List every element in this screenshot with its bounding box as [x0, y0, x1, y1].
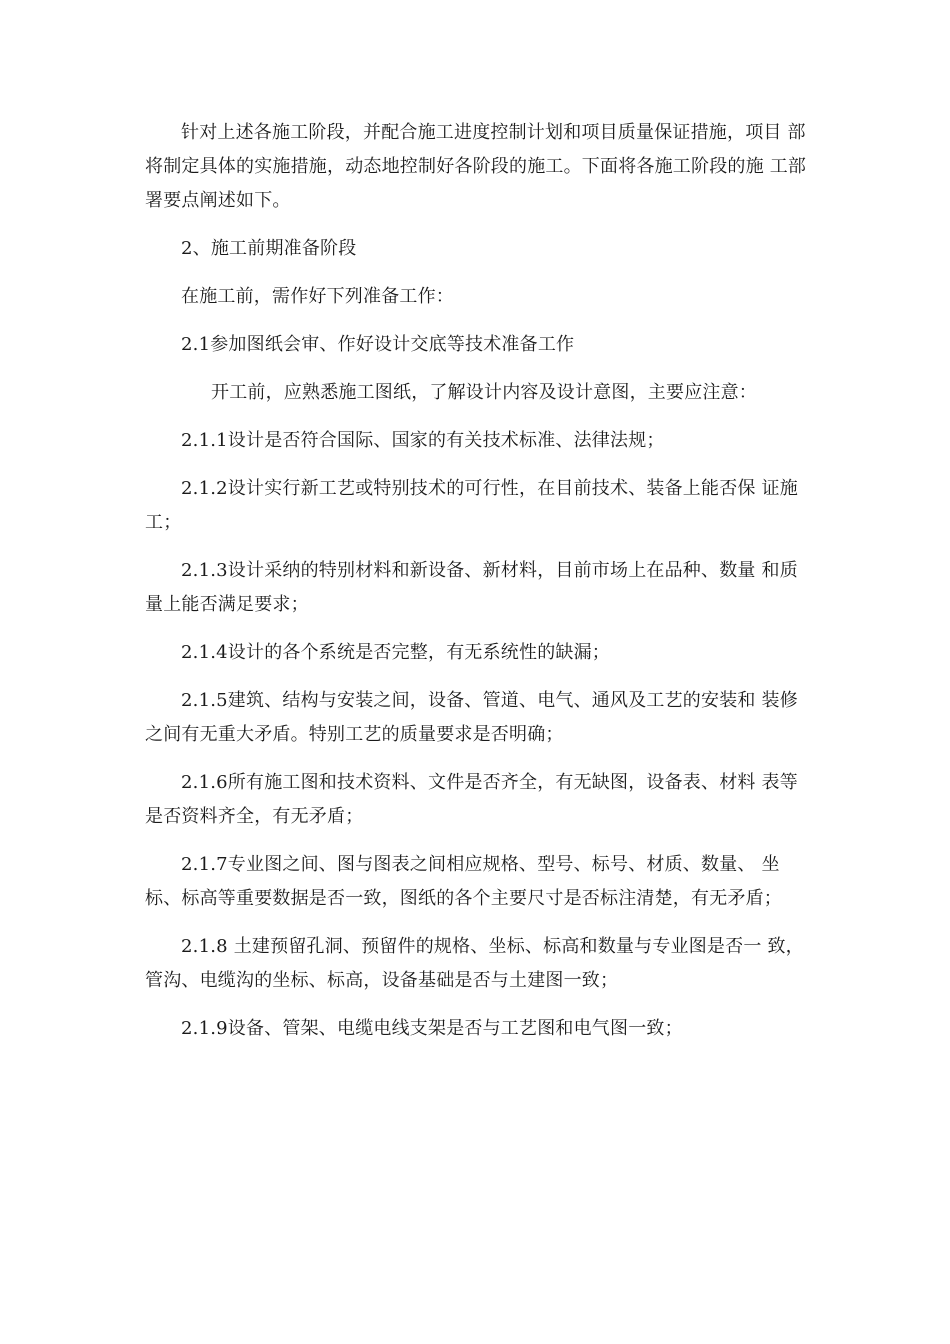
- item-2-1-6: [145, 766, 813, 834]
- item-2-1-2: [145, 472, 813, 540]
- paragraph-line: 2.1.9设备、管架、电缆电线支架是否与工艺图和电气图一致；: [181, 1018, 683, 1039]
- paragraph-line: 2.1.1设计是否符合国际、国家的有关技术标准、法律法规；: [181, 430, 665, 451]
- paragraph-line: 管沟、电缆沟的坐标、标高，设备基础是否与土建图一致；: [145, 970, 619, 991]
- paragraph-line: 2.1.4设计的各个系统是否完整，有无系统性的缺漏；: [181, 642, 610, 663]
- item-2-1-9: [145, 1012, 813, 1046]
- paragraph-line: 2.1.6所有施工图和技术资料、文件是否齐全，有无缺图，设备表、材料 表等: [181, 772, 798, 793]
- item-2-1-5: [145, 684, 813, 752]
- paragraph-line: 工；: [145, 512, 182, 533]
- paragraph-line: 是否资料齐全，有无矛盾；: [145, 806, 364, 827]
- item-2-1-1: [145, 424, 813, 458]
- heading-text: 2.1参加图纸会审、作好设计交底等技术准备工作: [181, 334, 575, 355]
- subsection-heading-2-1: [145, 328, 813, 362]
- paragraph-line: 在施工前，需作好下列准备工作：: [181, 286, 454, 307]
- item-2-1-8: [145, 930, 813, 998]
- heading-text: 2、施工前期准备阶段: [181, 238, 357, 259]
- prep-intro-paragraph: [145, 280, 813, 314]
- paragraph-line: 2.1.2设计实行新工艺或特别技术的可行性，在目前技术、装备上能否保 证施: [181, 478, 798, 499]
- paragraph-line: 2.1.8 土建预留孔洞、预留件的规格、坐标、标高和数量与专业图是否一 致，: [181, 936, 804, 957]
- intro-paragraph: [145, 116, 813, 218]
- item-2-1-4: [145, 636, 813, 670]
- paragraph-line: 针对上述各施工阶段，并配合施工进度控制计划和项目质量保证措施，项目 部: [181, 122, 806, 143]
- section-heading-2: [145, 232, 813, 266]
- pre-start-paragraph: [145, 376, 813, 410]
- paragraph-line: 2.1.3设计采纳的特别材料和新设备、新材料，目前市场上在品种、数量 和质: [181, 560, 798, 581]
- item-2-1-3: [145, 554, 813, 622]
- paragraph-line: 署要点阐述如下。: [145, 190, 291, 211]
- paragraph-line: 2.1.5建筑、结构与安装之间，设备、管道、电气、通风及工艺的安装和 装修: [181, 690, 798, 711]
- paragraph-line: 之间有无重大矛盾。特别工艺的质量要求是否明确；: [145, 724, 564, 745]
- paragraph-line: 2.1.7专业图之间、图与图表之间相应规格、型号、标号、材质、数量、 坐: [181, 854, 780, 875]
- paragraph-line: 开工前，应熟悉施工图纸，了解设计内容及设计意图，主要应注意：: [211, 382, 757, 403]
- paragraph-line: 量上能否满足要求；: [145, 594, 309, 615]
- item-2-1-7: [145, 848, 813, 916]
- document-body: [145, 116, 813, 1060]
- paragraph-line: 将制定具体的实施措施，动态地控制好各阶段的施工。下面将各施工阶段的施 工部: [145, 156, 807, 177]
- paragraph-line: 标、标高等重要数据是否一致，图纸的各个主要尺寸是否标注清楚，有无矛盾；: [145, 888, 782, 909]
